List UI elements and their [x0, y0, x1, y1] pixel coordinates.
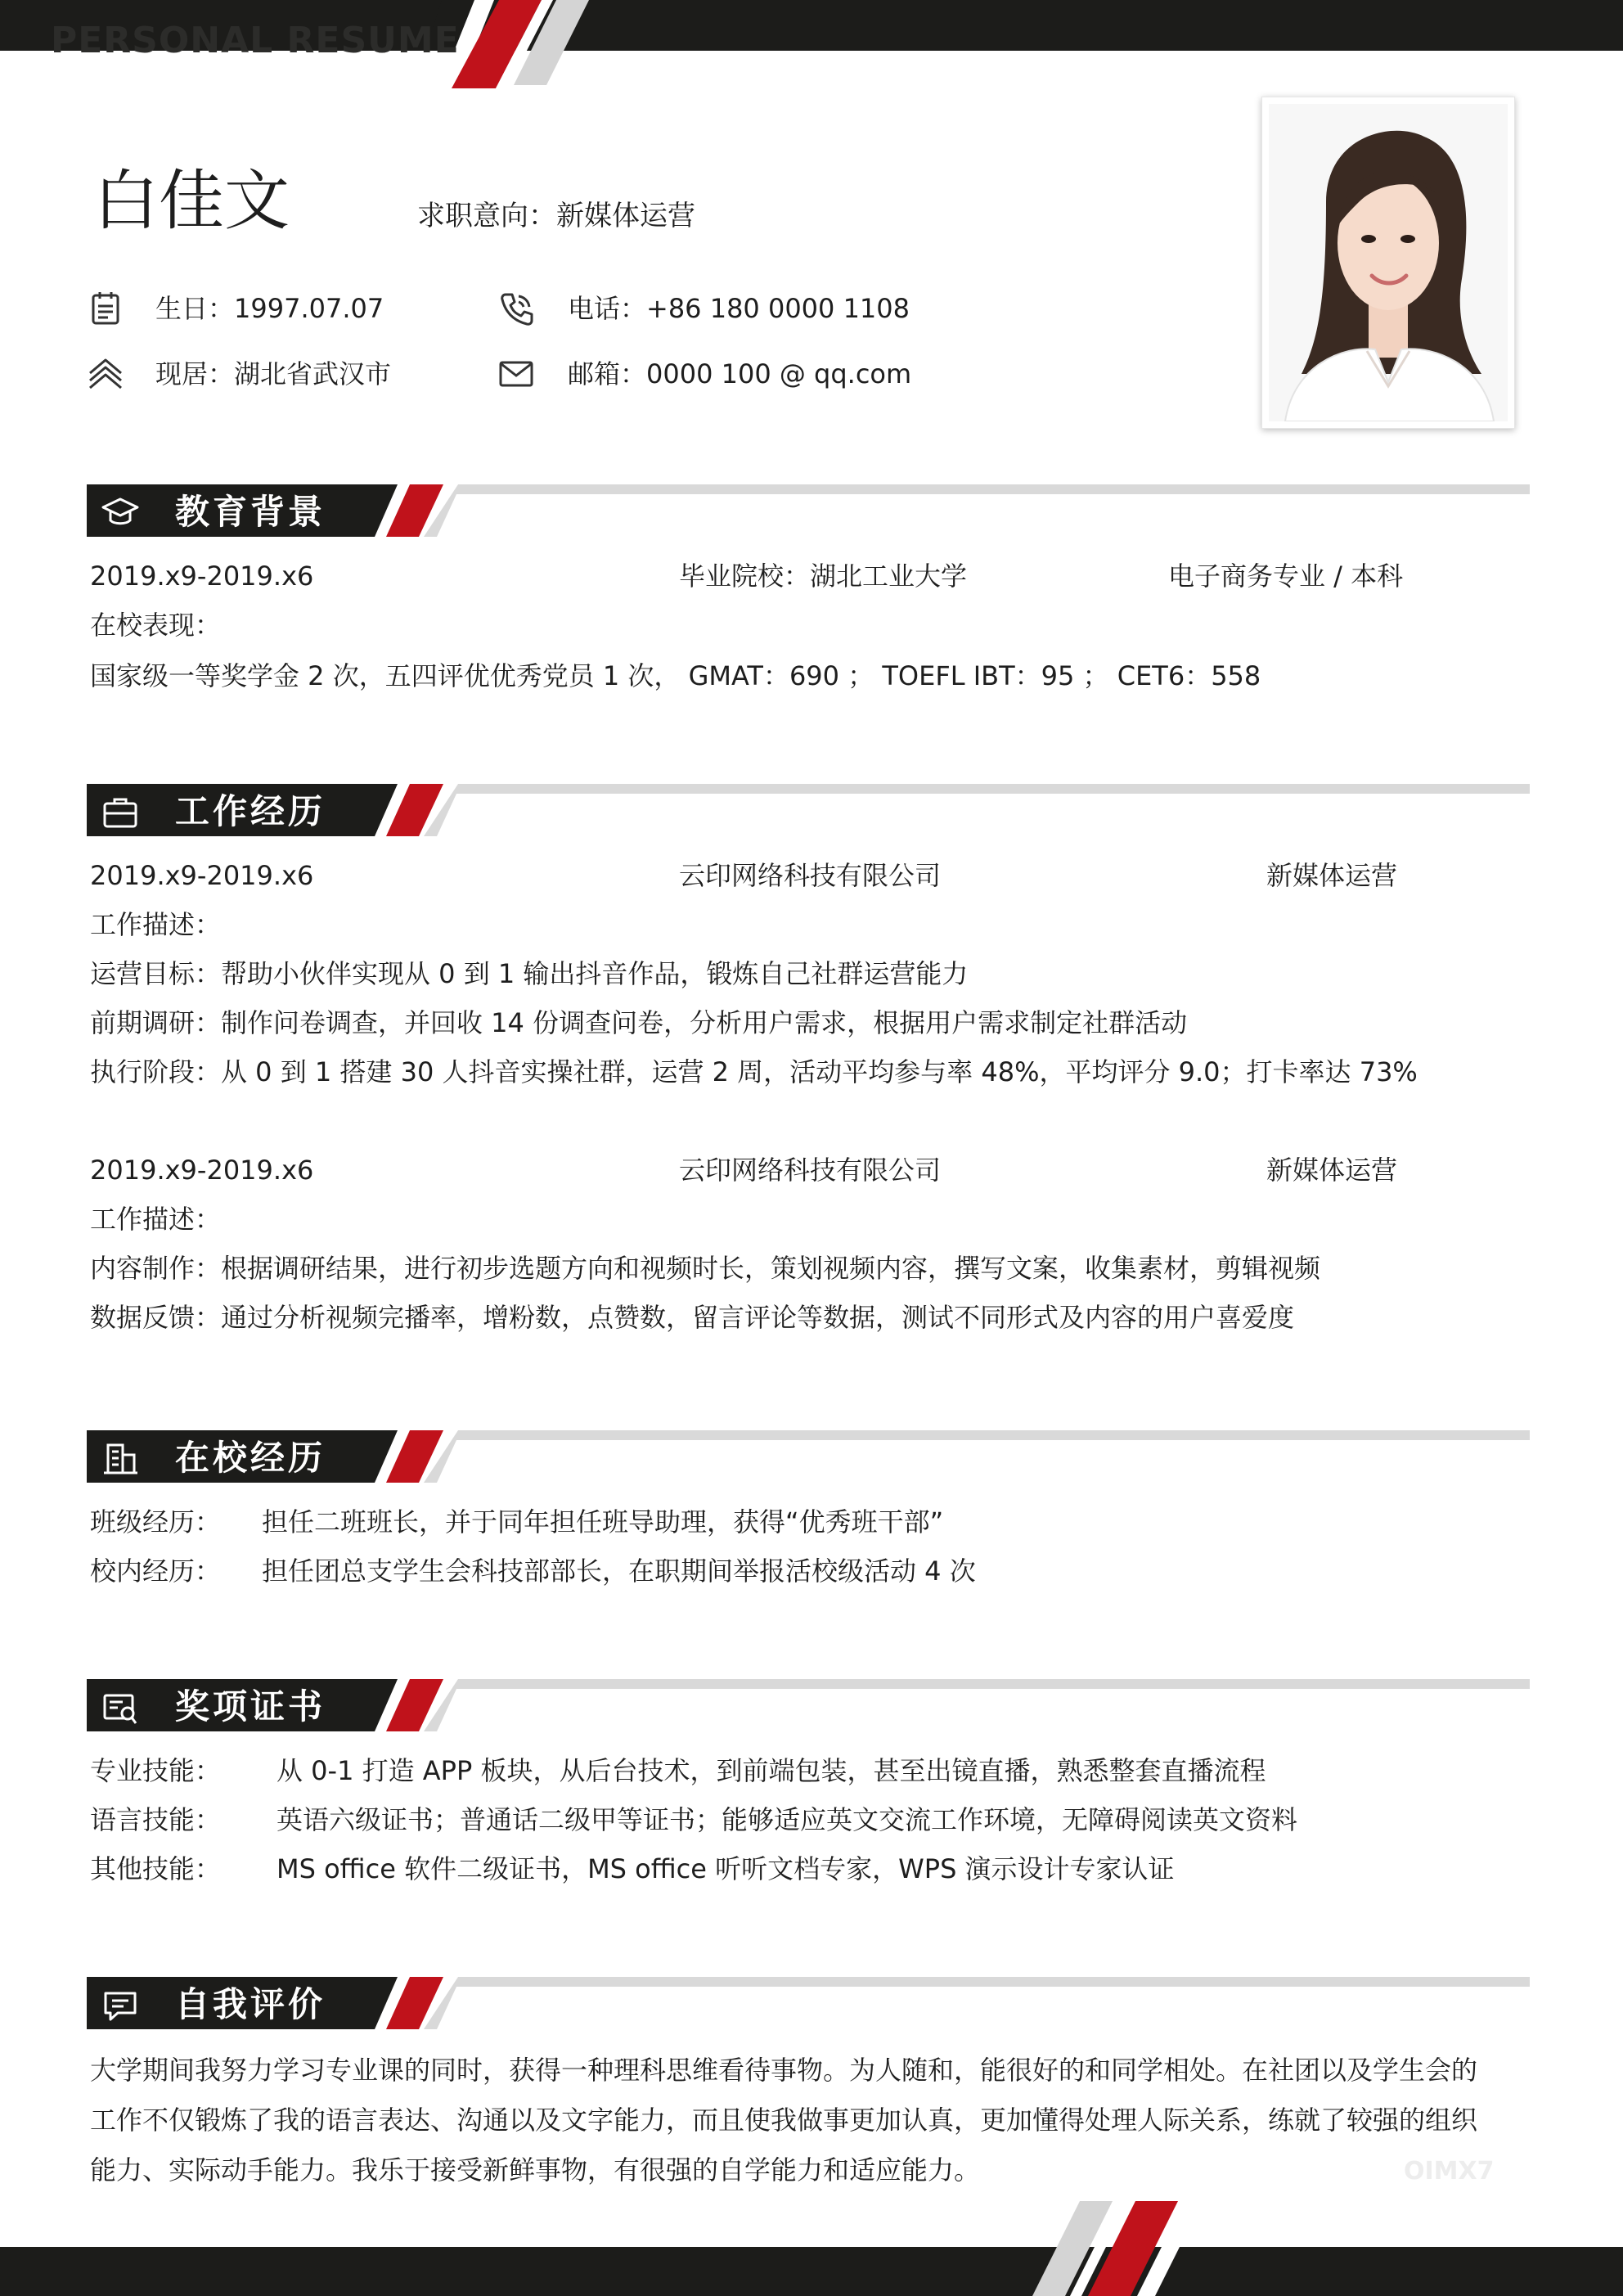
certificate-icon	[101, 1689, 139, 1727]
job-company: 云印网络科技有限公司	[679, 1155, 942, 1186]
resume-banner-title: PERSONAL RESUME	[51, 20, 460, 61]
job-date: 2019.x9-2019.x6	[90, 1155, 314, 1186]
section-header-awards	[87, 1672, 1530, 1731]
campus-value: 担任团总支学生会科技部部长，在职期间举报活校级活动 4 次	[262, 1555, 976, 1587]
job-position: 新媒体运营	[1266, 1155, 1398, 1186]
section-title: 在校经历	[175, 1438, 326, 1478]
phone-number: 电话：+86 180 0000 1108	[568, 293, 910, 324]
campus-label: 班级经历：	[90, 1506, 222, 1537]
birthday: 生日：1997.07.07	[155, 293, 384, 324]
job-description-line: 内容制作：根据调研结果，进行初步选题方向和视频时长，策划视频内容，撰写文案，收集素材，剪辑视频	[90, 1253, 1321, 1284]
job-intent: 求职意向：新媒体运营	[417, 200, 695, 232]
job-position: 新媒体运营	[1266, 860, 1398, 891]
job-description-line: 前期调研：制作问卷调查，并回收 14 份调查问卷，分析用户需求，根据用户需求制定社群活动	[90, 1007, 1188, 1038]
job-description-label: 工作描述：	[90, 1204, 222, 1235]
education-performance-label: 在校表现：	[90, 610, 222, 641]
campus-value: 担任二班班长，并于同年担任班导助理，获得“优秀班干部”	[262, 1506, 944, 1537]
job-description-line: 数据反馈：通过分析视频完播率，增粉数，点赞数，留言评论等数据，测试不同形式及内容的用户喜爱度	[90, 1302, 1295, 1333]
section-header-self-evaluation	[87, 1970, 1530, 2029]
portrait-image	[1269, 104, 1508, 421]
watermark: OIMX7	[1404, 2157, 1495, 2186]
section-header-campus	[87, 1424, 1530, 1483]
section-title: 自我评价	[175, 1984, 326, 2024]
education-date: 2019.x9-2019.x6	[90, 560, 314, 592]
skill-label: 其他技能：	[90, 1853, 222, 1884]
residence: 现居：湖北省武汉市	[155, 358, 392, 389]
education-performance-detail: 国家级一等奖学金 2 次，五四评优优秀党员 1 次， GMAT：690 ； TOEFL IBT：95 ； CET6：558	[90, 660, 1261, 691]
education-major: 电子商务专业 / 本科	[1168, 560, 1404, 592]
skill-value: 从 0-1 打造 APP 板块，从后台技术，到前端包装，甚至出镜直播，熟悉整套直播流程	[276, 1755, 1266, 1786]
chat-bubble-icon	[101, 1987, 139, 2024]
section-header-education	[87, 478, 1530, 537]
building-icon	[101, 1440, 139, 1478]
phone-icon	[497, 290, 535, 327]
email: 邮箱：0000 100 @ qq.com	[568, 358, 912, 389]
job-description-label: 工作描述：	[90, 909, 222, 940]
mail-icon	[497, 355, 535, 393]
skill-value: 英语六级证书；普通话二级甲等证书；能够适应英文交流工作环境，无障碍阅读英文资料	[276, 1804, 1298, 1835]
candidate-name: 白佳文	[93, 163, 290, 239]
bottom-banner-stripes	[0, 2201, 1623, 2296]
profile-photo	[1261, 97, 1515, 429]
job-company: 云印网络科技有限公司	[679, 860, 942, 891]
section-header-work	[87, 777, 1530, 836]
self-evaluation-text: 大学期间我努力学习专业课的同时，获得一种理科思维看待事物。为人随和，能很好的和同学相处。在社团以及学生会的工作不仅锻炼了我的语言表达、沟通以及文字能力，而且使我做事更加认真，更加懂得处理人际关系，练就了较强的组织能力、实际动手能力。我乐于接受新鲜事物，有很强的自学能力和适应能力。	[90, 2055, 1478, 2186]
skill-label: 专业技能：	[90, 1755, 222, 1786]
job-description-line: 运营目标：帮助小伙伴实现从 0 到 1 输出抖音作品，锻炼自己社群运营能力	[90, 958, 969, 989]
job-description-line: 执行阶段：从 0 到 1 搭建 30 人抖音实操社群，运营 2 周，活动平均参与率 48%，平均评分 9.0；打卡率达 73%	[90, 1056, 1418, 1087]
section-title: 工作经历	[175, 791, 326, 831]
job-date: 2019.x9-2019.x6	[90, 860, 314, 891]
education-school: 毕业院校：湖北工业大学	[679, 560, 968, 592]
campus-label: 校内经历：	[90, 1555, 222, 1587]
graduation-cap-icon	[101, 494, 139, 532]
briefcase-icon	[101, 794, 139, 831]
skill-label: 语言技能：	[90, 1804, 222, 1835]
section-title: 奖项证书	[175, 1686, 326, 1727]
location-layers-icon	[87, 355, 124, 393]
calendar-icon	[87, 290, 124, 327]
section-title: 教育背景	[175, 492, 326, 532]
skill-value: MS office 软件二级证书，MS office 听听文档专家，WPS 演示设计专家认证	[276, 1853, 1175, 1884]
